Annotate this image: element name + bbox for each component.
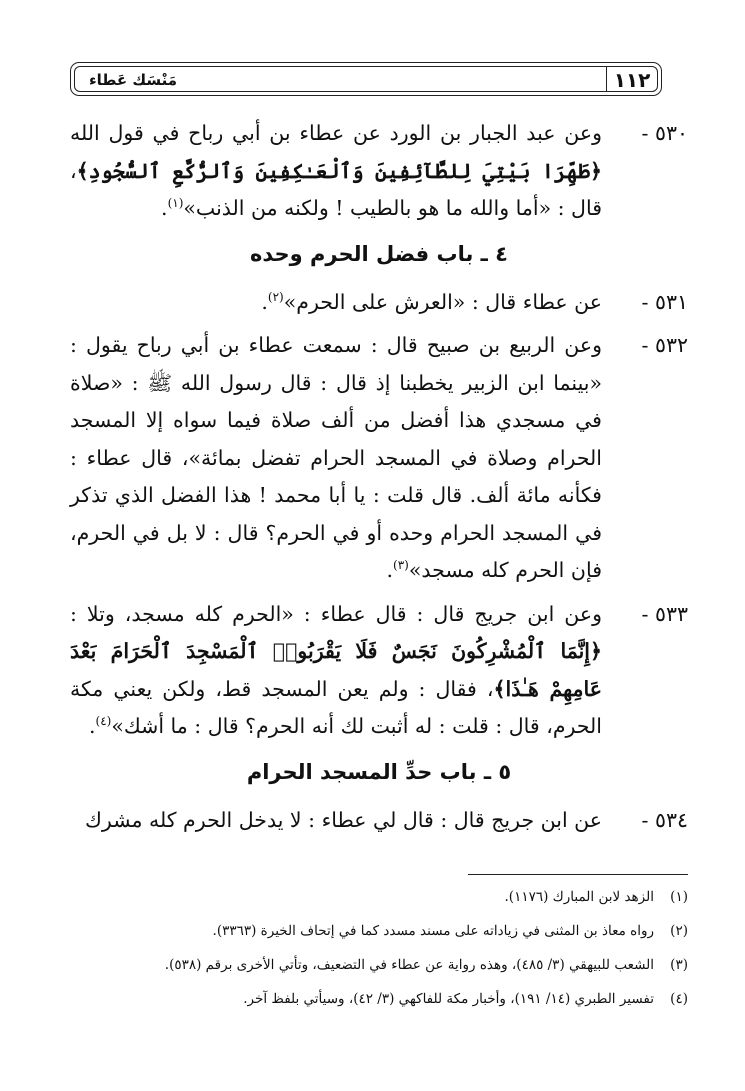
chapter-heading: ٥ ـ باب حدِّ المسجد الحرام <box>246 759 512 784</box>
entry-text: عن ابن جريج قال : قال لي عطاء : لا يدخل الحرم كله مشرك <box>85 807 602 832</box>
entry-text: وعن ابن جريج قال : قال عطاء : «الحرم كله مسجد، وتلا : <box>70 601 602 626</box>
entry-end: . <box>386 558 393 582</box>
entry-number: ٥٣١ - <box>641 289 688 314</box>
footnote-text: رواه معاذ بن المثنى في زياداته على مسند مسدد كما في إتحاف الخيرة (٣٣٦٣). <box>212 923 654 939</box>
footnote <box>70 918 688 944</box>
footnote-number: (٣) <box>670 957 688 973</box>
running-header <box>70 62 662 96</box>
footnote-ref[interactable]: (١) <box>167 196 184 211</box>
footnote-text: الزهد لابن المبارك (١١٧٦). <box>504 889 654 905</box>
entry-531 <box>70 284 688 322</box>
footnote <box>70 986 688 1012</box>
entry-530 <box>70 115 688 228</box>
header-inner-frame <box>74 66 658 92</box>
book-title: مَنْسَك عَطاء <box>89 71 178 89</box>
footnote-number: (١) <box>670 889 688 905</box>
footnote-text: تفسير الطبري (١٤/ ١٩١)، وأخبار مكة للفاكهي (٣/ ٤٢)، وسيأتي بلفظ آخر. <box>243 991 654 1007</box>
footnote-text: الشعب للبيهقي (٣/ ٤٨٥)، وهذه رواية عن عطاء في التضعيف، وتأتي الأخرى برقم (٥٣٨). <box>164 957 654 973</box>
page-number: ١١٢ <box>606 67 657 91</box>
quran-verse: ﴿طَهِّرَا بَيْتِيَ لِلطَّآئِفِينَ وَٱلْعَـٰكِفِينَ وَٱلرُّكَّعِ ٱلسُّجُودِ﴾ <box>76 158 602 183</box>
footnote-ref[interactable]: (٤) <box>95 714 112 729</box>
entry-533 <box>70 596 688 746</box>
footnote-ref[interactable]: (٣) <box>393 558 409 573</box>
entry-532 <box>70 327 688 590</box>
entry-end: . <box>261 289 268 314</box>
entry-text: ، فقال : ولم يعن المسجد قط، ولكن يعني مكة الحرم، قال : قلت : له أثبت لك أنه الحرم؟ قال : ما أشك» <box>70 676 602 738</box>
quran-verse: ﴿إِنَّمَا ٱلْمُشْرِكُونَ نَجَسٌ فَلَا يَقْرَبُوا۟ ٱلْمَسْجِدَ ٱلْحَرَامَ بَعْدَ عَامِهِمْ هَـٰذَا﴾ <box>70 639 602 701</box>
footnote <box>70 884 688 910</box>
chapter-heading: ٤ ـ باب فضل الحرم وحده <box>249 241 508 266</box>
footnote-ref[interactable]: (٢) <box>267 289 284 304</box>
footnotes <box>70 884 688 1020</box>
entry-number: ٥٣٤ - <box>641 807 688 832</box>
entry-text: عن عطاء قال : «العرش على الحرم» <box>283 289 602 314</box>
entry-end: . <box>88 714 96 738</box>
entry-number: ٥٣٣ - <box>641 601 688 626</box>
entry-text: وعن الربيع بن صبيح قال : سمعت عطاء بن أبي رباح يقول : «بينما ابن الزبير يخطبنا إذ قال : قال رسول الله ﷺ : «صلاة في مسجدي هذا أفضل من ألف صلاة فيما سواه إلا المسجد الحرام وصلاة في المسجد الحرام تفضل بمائة»، قال عطاء : فكأنه مائة ألف. قال قلت : يا أبا محمد ! هذا الفضل الذي تذكر في المسجد الحرام وحده أو في الحرم؟ قال : لا بل في الحرم، فإن الحرم كله مسجد» <box>70 333 602 582</box>
entry-number: ٥٣٢ - <box>641 333 688 357</box>
entry-534 <box>70 802 688 840</box>
footnote-number: (٤) <box>670 991 688 1007</box>
entry-number: ٥٣٠ - <box>641 121 688 145</box>
footnote <box>70 952 688 978</box>
footnote-number: (٢) <box>670 923 688 939</box>
entry-text: ، قال : «أما والله ما هو بالطيب ! ولكنه من الذنب» <box>70 158 602 220</box>
main-text <box>70 115 688 845</box>
entry-end: . <box>161 196 168 220</box>
footnote-divider <box>468 874 688 875</box>
entry-text: وعن عبد الجبار بن الورد عن عطاء بن أبي رباح في قول الله <box>70 121 602 145</box>
